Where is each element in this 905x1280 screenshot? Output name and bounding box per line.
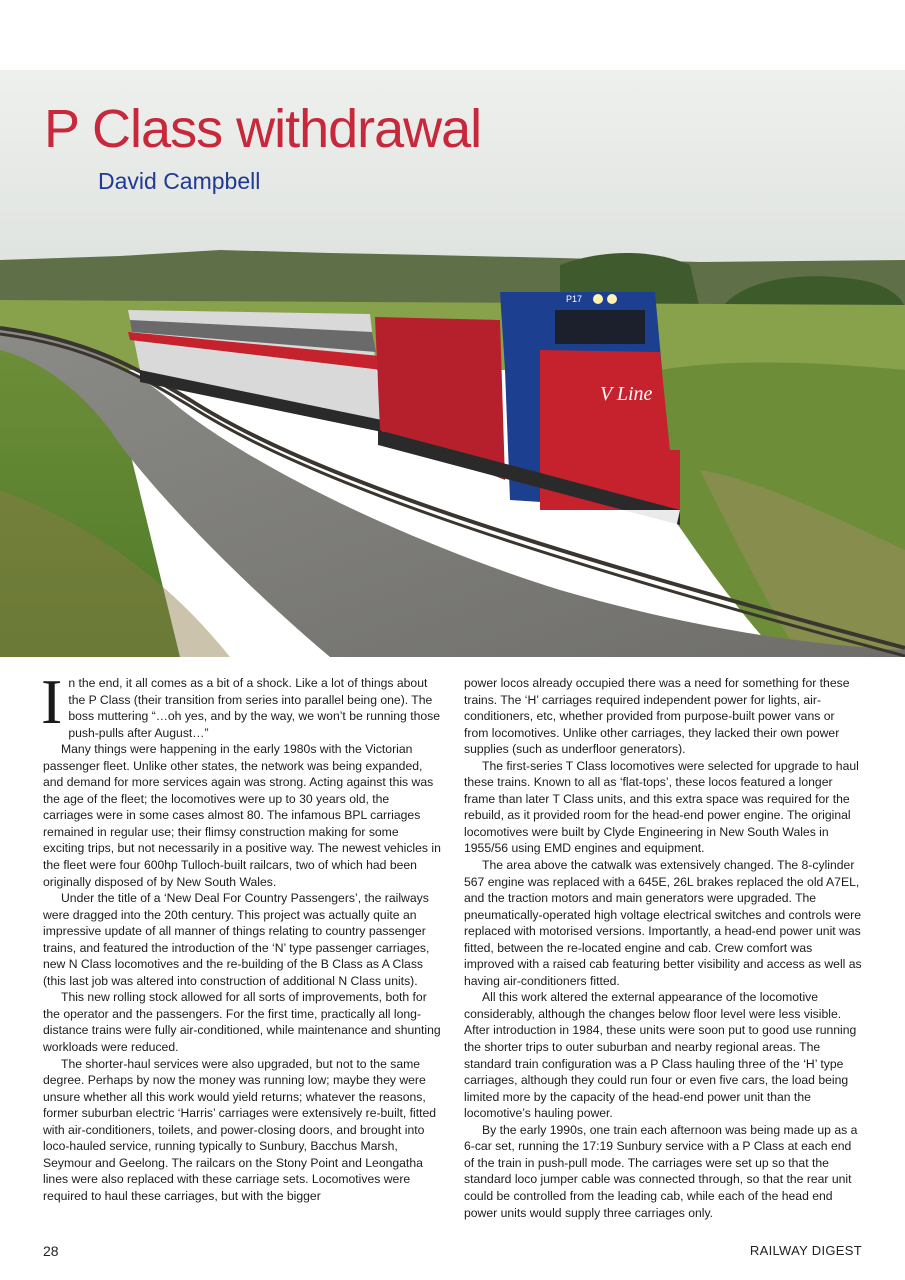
paragraph: Under the title of a ‘New Deal For Country Passengers’, the railways were dragged into the 20th century. This project was actually quite an impressive update of all manner of things relating to country passenger trains, and featured the introduction of the ‘N’ type passenger carriages, new N Class locomotives and the re-building of the B Class as A Class (this last job was altered into construction of additional N Class units).: [43, 891, 430, 988]
livery-text: V Line: [600, 383, 653, 405]
article-author: David Campbell: [98, 168, 261, 194]
paragraph: The shorter-haul services were also upgraded, but not to the same degree. Perhaps by now the money was running low; maybe they were unsure whether all this work would yield returns; whatever the reasons, former suburban electric ‘Harris’ carriages were extensively re-built, fitted with air-conditioners, toilets, and power-closing doors, and brought into loco-hauled service, running typically to Sunbury, Bacchus Marsh, Seymour and Geelong. The railcars on the Stony Point and Leongatha lines were also replaced with these carriage sets. Locomotives were required to haul these carriages, but with the bigger: [43, 1056, 437, 1203]
paragraph: By the early 1990s, one train each afternoon was being made up as a 6-car set, running the 17:19 Sunbury service with a P Class at each end of the train in push-pull mode. The carriages were set up so that the standard loco jumper cable was connected through, so that the rear unit could be controlled from the leading cab, while each of the head end power units would supply three carriages only.: [464, 1122, 858, 1220]
text-column-left: [41, 666, 441, 1205]
drop-cap: I: [41, 666, 63, 737]
paragraph: This new rolling stock allowed for all sorts of improvements, both for the operator and the passengers. For the first time, practically all long-distance trains were fully air-conditioned, while maintenance and shunting workloads were reduced.: [43, 990, 441, 1055]
paragraph: Many things were happening in the early 1980s with the Victorian passenger fleet. Unlike other states, the network was being expanded, and demand for more services again was strong. Acting against this was the age of the fleet; the locomotives were up to 30 years old, the carriages were in some cases almost 80. The infamous BPL carriages remained in regular use; their flimsy construction making for some exciting trips, but not necessarily in a positive way. The newest vehicles in the fleet were four 600hp Tulloch-built railcars, two of which had been originally disposed of by New South Wales.: [43, 742, 441, 889]
paragraph: The area above the catwalk was extensively changed. The 8-cylinder 567 engine was replaced with a 645E, 26L brakes replaced the old A7EL, and the traction motors and main generators were upgraded. The pneumatically-operated high voltage electrical switches and controls were replaced with motorised versions. Importantly, a head-end power unit was fitted, between the re-located engine and cab. Crew comfort was improved with a raised cab featuring better visibility and access as well as having air-conditioners fitted.: [464, 858, 862, 988]
publication-name: RAILWAY DIGEST: [749, 1243, 862, 1258]
paragraph: In the end, it all comes as a bit of a shock. Like a lot of things about the P Class (their transition from series into parallel being one). The boss muttering “…oh yes, and by the way, we won’t be running those push-pulls after August…”: [41, 666, 441, 740]
article-title: P Class withdrawal: [44, 99, 482, 159]
page-number: 28: [43, 1243, 59, 1259]
text-column-right: [464, 675, 862, 1221]
paragraph: The first-series T Class locomotives were selected for upgrade to haul these trains. Known to all as ‘flat-tops’, these locos featured a longer frame than later T Class units, and this extra space was required for the rebuild, as it provided room for the head-end power engine. The original locomotives were built by Clyde Engineering in New South Wales in 1955/56 using EMD engines and equipment.: [464, 758, 859, 856]
paragraph: power locos already occupied there was a need for something for these trains. The ‘H’ carriages required independent power for lights, air-conditioners, etc, whether provided from purpose-built power vans or from locomotives. Unlike other carriages, they lacked their own power supplies (such as underfloor generators).: [464, 676, 850, 757]
loco-number: P17: [566, 294, 583, 304]
paragraph: All this work altered the external appearance of the locomotive considerably, although the changes below floor level were less visible. After introduction in 1984, these units were soon put to good use running the shorter trips to outer suburban and nearby regional areas. The standard train configuration was a P Class hauling three of the ‘H’ type carriages, although they could run four or even five cars, the load being limited more by the capacity of the head-end power unit than the locomotive’s hauling power.: [464, 990, 857, 1121]
locomotive: [375, 292, 680, 528]
